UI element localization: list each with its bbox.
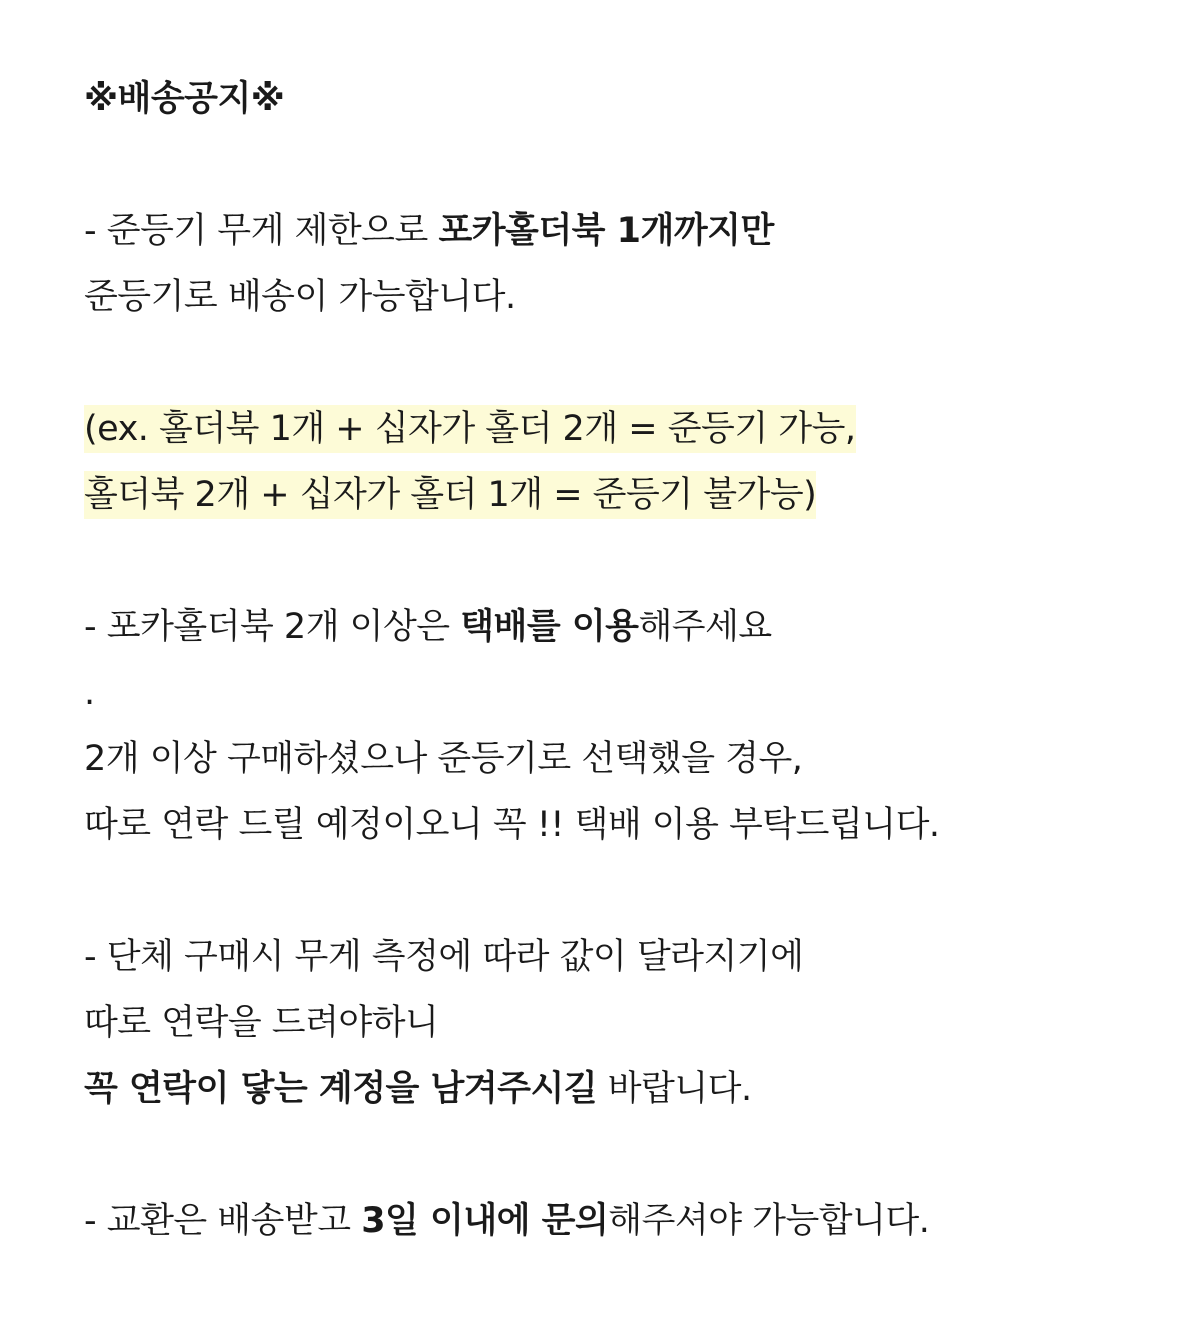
parcel-text-c: 해주세요 [638,607,772,647]
weight-limit-text: - 준등기 무게 제한으로 [84,211,439,251]
parcel-line-3: 따로 연락 드릴 예정이오니 꼭 !! 택배 이용 부탁드립니다. [84,805,940,845]
weight-limit-emphasis: 포카홀더북 1개까지만 [438,211,774,251]
spacer [84,528,1144,594]
spacer [84,132,1144,198]
exchange-text-c: 해주셔야 가능합니다. [608,1201,930,1241]
group-purchase-line-3 [84,1056,1144,1122]
group-purchase-text: 바랍니다. [597,1069,752,1109]
group-purchase-line-1: - 단체 구매시 무게 측정에 따라 값이 달라지기에 [84,937,804,977]
weight-limit-line-2: 준등기로 배송이 가능합니다. [84,277,516,317]
example-highlight-1: (ex. 홀더북 1개 + 십자가 홀더 2개 = 준등기 가능, [84,405,856,453]
spacer [84,1122,1144,1188]
exchange-emphasis: 3일 이내에 문의 [361,1201,609,1241]
parcel-text-a: - 포카홀더북 2개 이상은 [84,607,461,647]
group-purchase-line-2: 따로 연락을 드려야하니 [84,1003,439,1043]
parcel-emphasis: 택배를 이용 [460,607,639,647]
parcel-dot: . [84,673,95,713]
exchange-line [84,1188,1144,1254]
spacer [84,858,1144,924]
group-purchase-emphasis: 꼭 연락이 닿는 계정을 남겨주시길 [84,1069,598,1109]
parcel-line-1 [84,594,1144,660]
shipping-notice [84,66,1144,1254]
spacer [84,330,1144,396]
notice-title: ※배송공지※ [84,79,285,119]
example-line-1 [84,396,1144,462]
weight-limit-line [84,198,1144,264]
example-highlight-2: 홀더북 2개 + 십자가 홀더 1개 = 준등기 불가능) [84,471,816,519]
example-line-2 [84,462,1144,528]
exchange-text-a: - 교환은 배송받고 [84,1201,362,1241]
parcel-line-2: 2개 이상 구매하셨으나 준등기로 선택했을 경우, [84,739,803,779]
